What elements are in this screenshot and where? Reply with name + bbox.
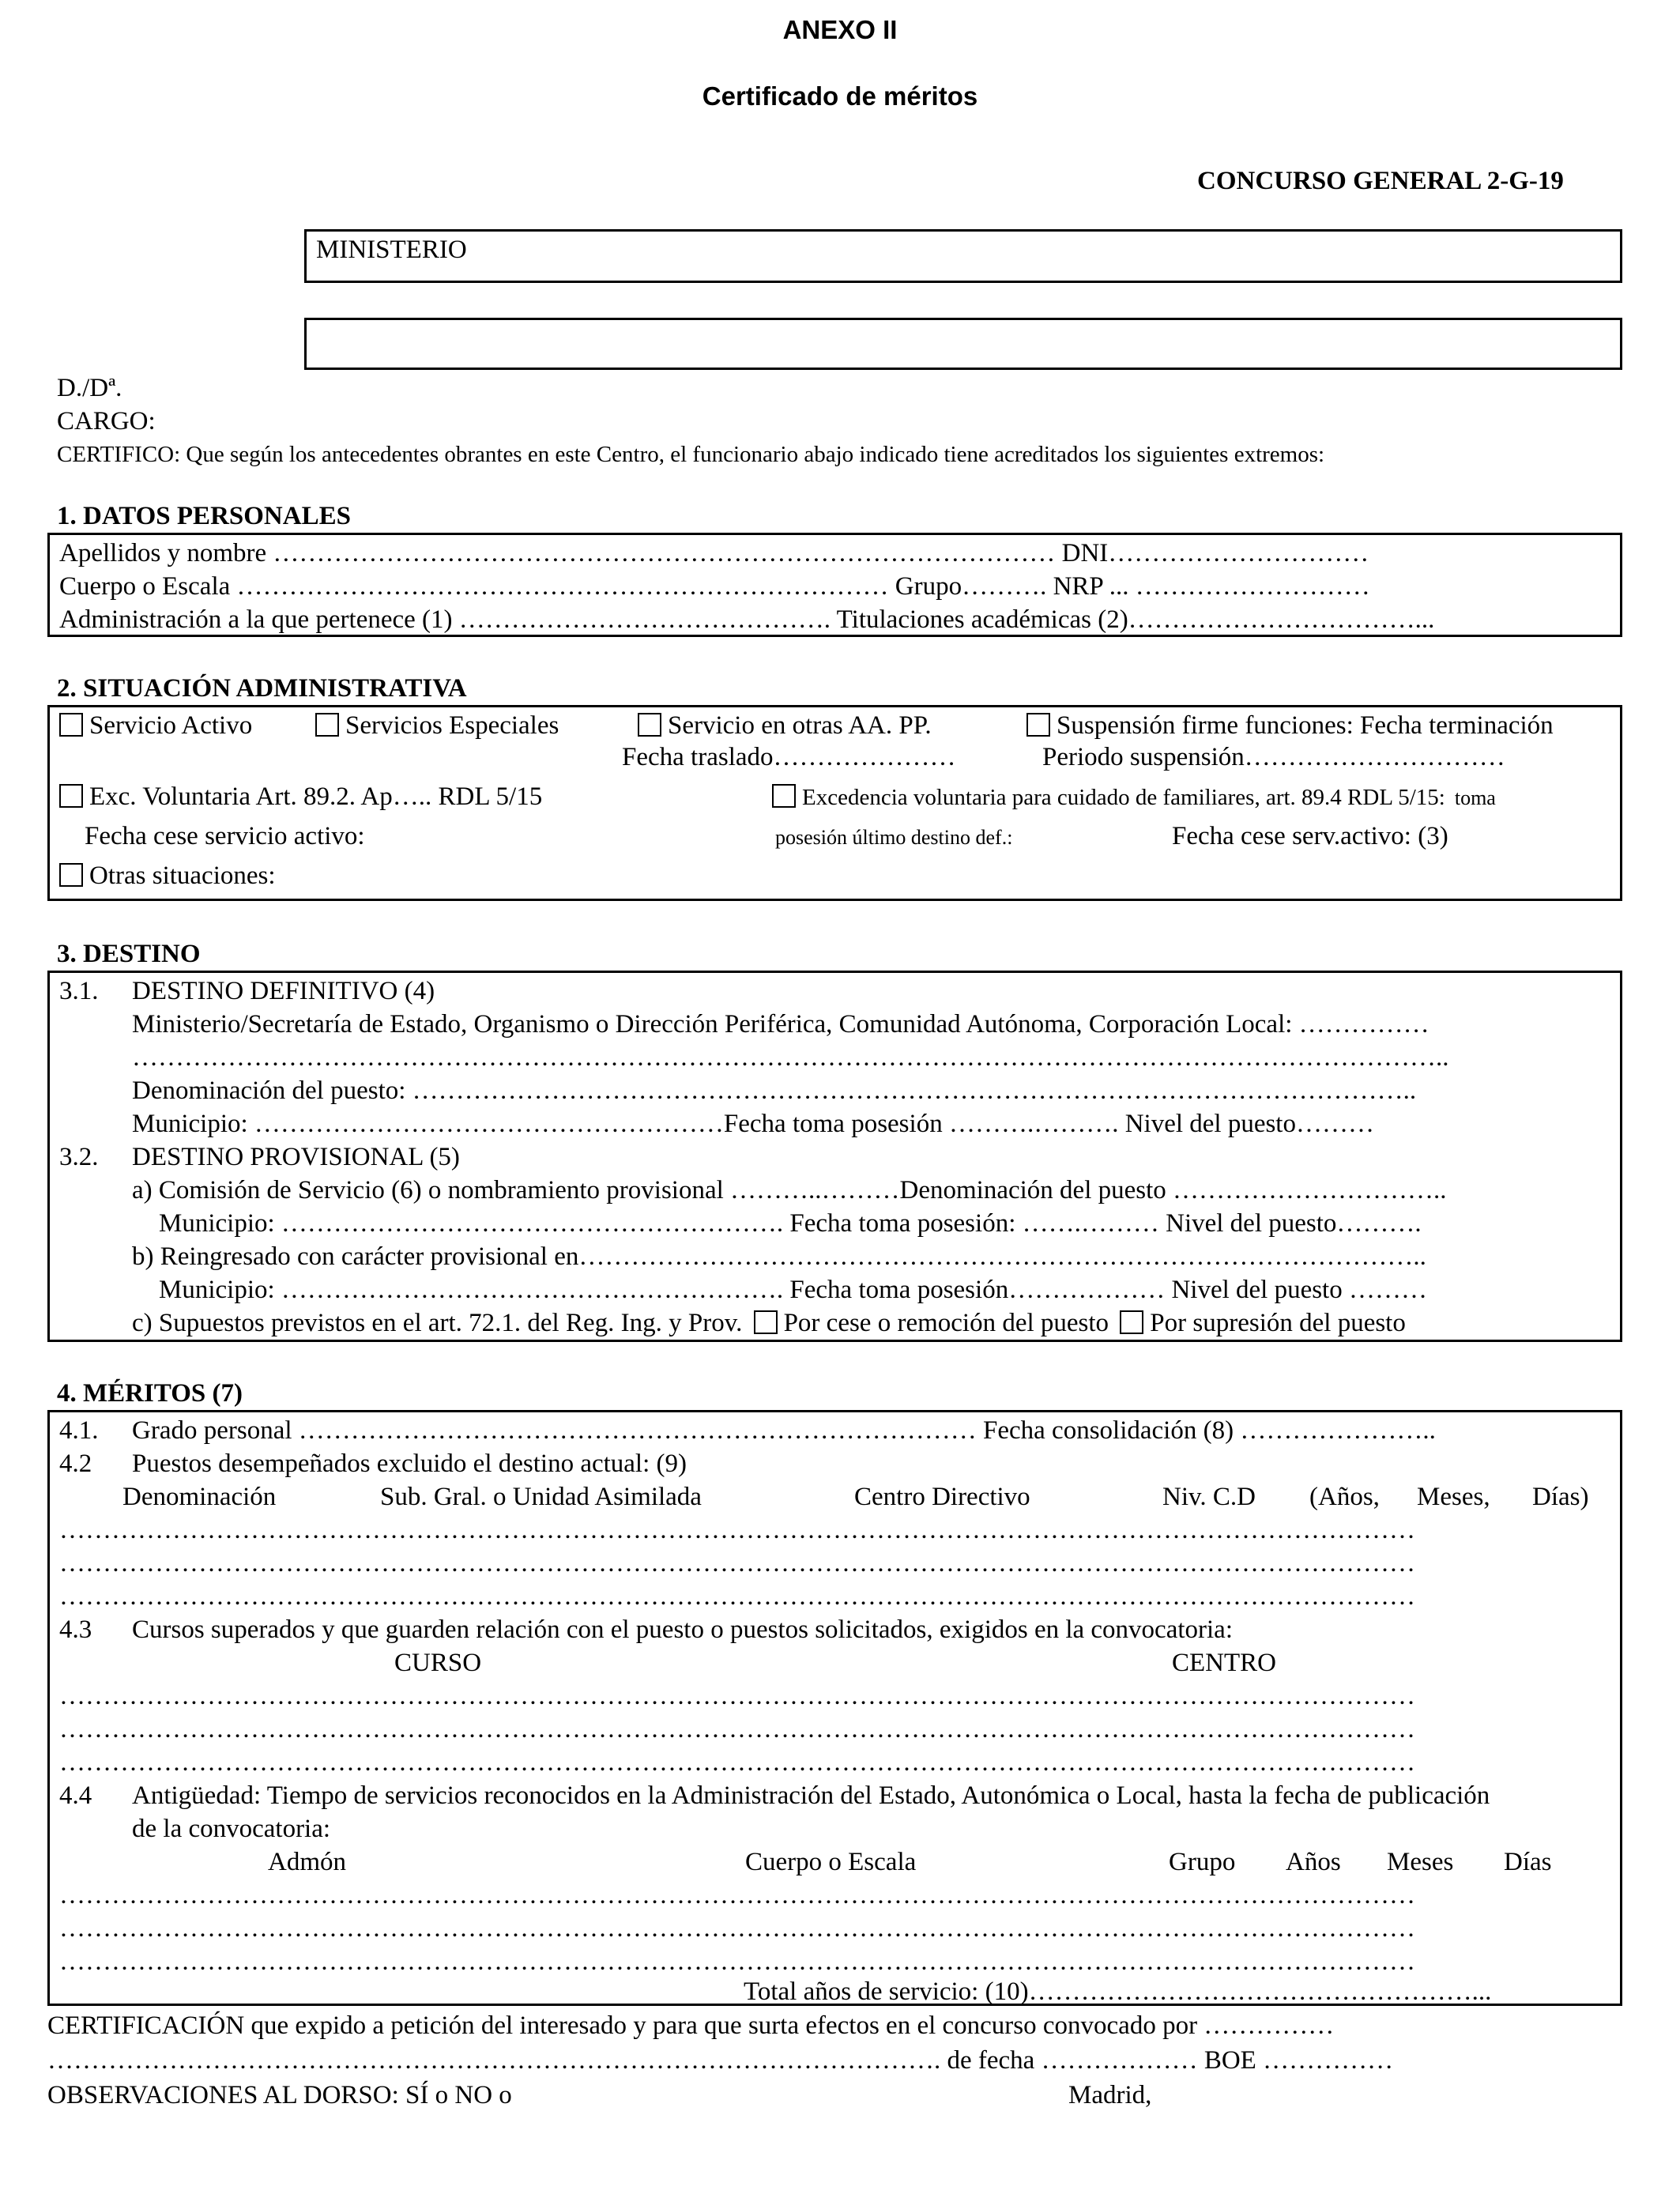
- col-dias: Días): [1532, 1483, 1589, 1511]
- section3-box: [47, 971, 1622, 1342]
- excedencia-cuidado-checkbox[interactable]: [772, 784, 796, 808]
- supresion-label: Por supresión del puesto: [1150, 1309, 1406, 1337]
- ministerio-dots-line: ……………………………………………………………………………………………………………………………………..: [132, 1043, 1449, 1072]
- observaciones-label: OBSERVACIONES AL DORSO: SÍ o NO o: [47, 2081, 512, 2109]
- destino-definitivo-number: 3.1.: [59, 977, 99, 1005]
- suspension-option[interactable]: [1026, 711, 1554, 741]
- servicio-activo-option[interactable]: [59, 711, 252, 741]
- servicios-especiales-option[interactable]: [315, 711, 559, 741]
- destino-definitivo-title: DESTINO DEFINITIVO (4): [132, 977, 435, 1005]
- excedencia-cuidado-option[interactable]: [772, 782, 1496, 812]
- section3-title: 3. DESTINO: [57, 940, 201, 968]
- exc-voluntaria-option[interactable]: [59, 782, 542, 812]
- col-nivel-cd: Niv. C.D: [1162, 1483, 1256, 1511]
- puestos-row-1: …………………………………………………………………………………………………………………………………………: [59, 1516, 1415, 1544]
- cursos-row-3: …………………………………………………………………………………………………………………………………………: [59, 1748, 1415, 1777]
- puestos-title: Puestos desempeñados excluido el destino actual: (9): [132, 1449, 687, 1478]
- exc-voluntaria-checkbox[interactable]: [59, 784, 83, 808]
- ministerio-box[interactable]: [304, 229, 1622, 283]
- reingresado-municipio-line: Municipio: …………………………………………………. Fecha toma posesión……………… Nivel del puesto ………: [159, 1276, 1427, 1304]
- periodo-suspension: Periodo suspensión…………………………: [1042, 743, 1505, 771]
- certificacion-fecha-line: …………………………………………………………………………………………. de fecha ……………… BOE ……………: [47, 2046, 1394, 2075]
- grado-number: 4.1.: [59, 1416, 99, 1445]
- cursos-number: 4.3: [59, 1615, 92, 1644]
- exc-voluntaria-label: Exc. Voluntaria Art. 89.2. Ap….. RDL 5/15: [89, 782, 543, 811]
- col-anos: (Años,: [1309, 1483, 1380, 1511]
- ministerio-label: MINISTERIO: [316, 236, 467, 264]
- servicio-otras-label: Servicio en otras AA. PP.: [668, 711, 932, 740]
- servicio-activo-label: Servicio Activo: [89, 711, 253, 740]
- antiguedad-title: Antigüedad: Tiempo de servicios reconocidos en la Administración del Estado, Autonómica o Local, hasta la fecha de publicación: [132, 1781, 1490, 1810]
- cursos-title: Cursos superados y que guarden relación con el puesto o puestos solicitados, exigidos en la convocatoria:: [132, 1615, 1233, 1644]
- toma-label: toma: [1454, 786, 1496, 809]
- cargo-label: CARGO:: [57, 407, 156, 435]
- section2-title: 2. SITUACIÓN ADMINISTRATIVA: [57, 674, 467, 703]
- section1-title: 1. DATOS PERSONALES: [57, 502, 351, 530]
- total-anos-servicio: Total años de servicio: (10)……………………………………………...: [744, 1977, 1492, 2006]
- destino-provisional-number: 3.2.: [59, 1143, 99, 1171]
- col-anos-44: Años: [1286, 1848, 1341, 1876]
- puestos-number: 4.2: [59, 1449, 92, 1478]
- cursos-row-1: …………………………………………………………………………………………………………………………………………: [59, 1682, 1415, 1710]
- antiguedad-row-2: …………………………………………………………………………………………………………………………………………: [59, 1914, 1415, 1943]
- section4-title: 4. MÉRITOS (7): [57, 1379, 243, 1408]
- fecha-traslado: Fecha traslado…………………: [622, 743, 956, 771]
- antiguedad-row-3: …………………………………………………………………………………………………………………………………………: [59, 1947, 1415, 1976]
- posesion-ultimo-destino: posesión último destino def.:: [775, 826, 1013, 849]
- certifico-text: CERTIFICO: Que según los antecedentes obrantes en este Centro, el funcionario abajo indicado tiene acreditados los siguientes extremos:: [57, 442, 1325, 467]
- cese-remocion-checkbox[interactable]: [754, 1310, 778, 1334]
- col-meses: Meses,: [1417, 1483, 1490, 1511]
- ministerio-value-box[interactable]: [304, 318, 1622, 370]
- fecha-cese-serv-activo: Fecha cese serv.activo: (3): [1172, 822, 1448, 850]
- dd-label: D./Dª.: [57, 374, 122, 402]
- puestos-row-2: …………………………………………………………………………………………………………………………………………: [59, 1549, 1415, 1578]
- suspension-label: Suspensión firme funciones: Fecha terminación: [1057, 711, 1554, 740]
- supuestos-line: [132, 1308, 1406, 1338]
- destino-provisional-title: DESTINO PROVISIONAL (5): [132, 1143, 460, 1171]
- col-curso: CURSO: [394, 1649, 482, 1677]
- madrid-label: Madrid,: [1068, 2081, 1152, 2109]
- servicios-especiales-checkbox[interactable]: [315, 713, 339, 737]
- servicio-otras-option[interactable]: [638, 711, 932, 741]
- servicio-otras-checkbox[interactable]: [638, 713, 661, 737]
- suspension-checkbox[interactable]: [1026, 713, 1050, 737]
- municipio-line: Municipio: ………………………………………………Fecha toma posesión ……….………. Nivel del puesto………: [132, 1110, 1374, 1138]
- supuestos-label: c) Supuestos previstos en el art. 72.1. del Reg. Ing. y Prov.: [132, 1309, 743, 1337]
- cese-remocion-label: Por cese o remoción del puesto: [783, 1309, 1109, 1337]
- cursos-row-2: …………………………………………………………………………………………………………………………………………: [59, 1715, 1415, 1744]
- col-denominacion: Denominación: [122, 1483, 277, 1511]
- comision-municipio-line: Municipio: …………………………………………………. Fecha toma posesión: …….……… Nivel del puesto……….: [159, 1209, 1422, 1238]
- administracion-line: Administración a la que pertenece (1) ……………………………………. Titulaciones académicas (2)……………………………...: [59, 605, 1435, 634]
- apellidos-line: Apellidos y nombre ……………………………………………………………………………… DNI…………………………: [59, 539, 1369, 567]
- comision-servicio-line: a) Comisión de Servicio (6) o nombramiento provisional ………..………Denominación del puesto …………………………..: [132, 1176, 1447, 1204]
- col-admon: Admón: [268, 1848, 346, 1876]
- otras-situaciones-checkbox[interactable]: [59, 863, 83, 887]
- supresion-checkbox[interactable]: [1120, 1310, 1143, 1334]
- certificacion-line: CERTIFICACIÓN que expido a petición del interesado y para que surta efectos en el concurso convocado por ……………: [47, 2011, 1335, 2040]
- otras-situaciones-label: Otras situaciones:: [89, 861, 276, 890]
- col-subgral: Sub. Gral. o Unidad Asimilada: [380, 1483, 702, 1511]
- col-meses-44: Meses: [1387, 1848, 1454, 1876]
- section4-box: [47, 1410, 1622, 2006]
- col-dias-44: Días: [1504, 1848, 1552, 1876]
- reingresado-line: b) Reingresado con carácter provisional en……………………………………………………………………………………..: [132, 1242, 1426, 1271]
- excedencia-cuidado-label: Excedencia voluntaria para cuidado de familiares, art. 89.4 RDL 5/15:: [802, 785, 1445, 810]
- col-grupo: Grupo: [1169, 1848, 1236, 1876]
- section1-box: [47, 533, 1622, 637]
- document-title: Certificado de méritos: [702, 81, 978, 111]
- section2-box: [47, 705, 1622, 901]
- antiguedad-row-1: …………………………………………………………………………………………………………………………………………: [59, 1881, 1415, 1909]
- puestos-row-3: …………………………………………………………………………………………………………………………………………: [59, 1582, 1415, 1611]
- servicios-especiales-label: Servicios Especiales: [345, 711, 559, 740]
- servicio-activo-checkbox[interactable]: [59, 713, 83, 737]
- fecha-cese-servicio: Fecha cese servicio activo:: [85, 822, 365, 850]
- col-centro-directivo: Centro Directivo: [854, 1483, 1030, 1511]
- antiguedad-number: 4.4: [59, 1781, 92, 1810]
- col-centro: CENTRO: [1172, 1649, 1276, 1677]
- ministerio-line: Ministerio/Secretaría de Estado, Organismo o Dirección Periférica, Comunidad Autónoma, Corporación Local: ……………: [132, 1010, 1430, 1039]
- antiguedad-title-cont: de la convocatoria:: [132, 1815, 331, 1843]
- denominacion-line: Denominación del puesto: ……………………………………………………………………………………………………..: [132, 1076, 1417, 1105]
- cuerpo-line: Cuerpo o Escala ………………………………………………………………… Grupo………. NRP ... ………………………: [59, 572, 1370, 601]
- col-cuerpo-escala: Cuerpo o Escala: [745, 1848, 917, 1876]
- grado-line: Grado personal …………………………………………………………………… Fecha consolidación (8) …………………..: [132, 1416, 1436, 1445]
- annex-title: ANEXO II: [782, 15, 898, 44]
- concurso-label: CONCURSO GENERAL 2-G-19: [1197, 167, 1564, 195]
- otras-situaciones-option[interactable]: [59, 861, 276, 891]
